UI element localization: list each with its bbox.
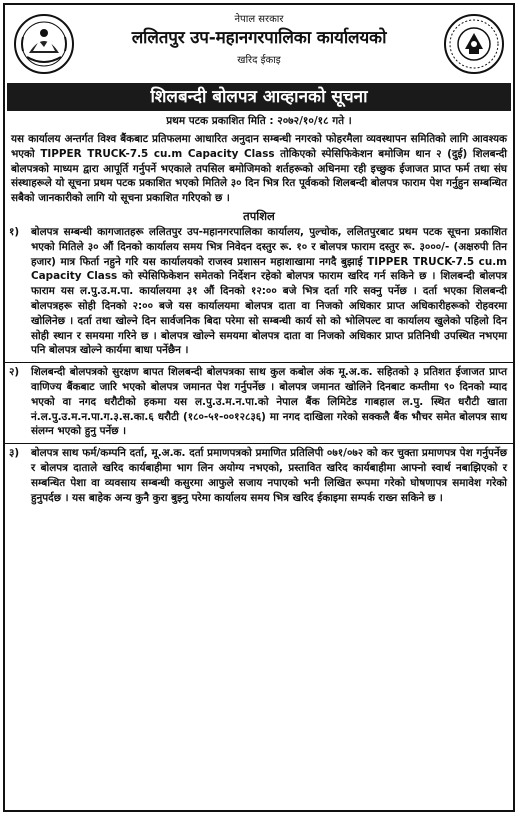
list-item-number: १) — [9, 225, 20, 238]
list-item — [9, 225, 507, 358]
government-name: नेपाल सरकार — [234, 14, 284, 25]
notice-header — [5, 5, 513, 83]
municipality-seal-logo — [443, 13, 505, 75]
notice-page — [3, 3, 515, 812]
list-item-text: शिलबन्दी बोलपत्रको सुरक्षण बापत शिलबन्दी बोलपत्रका साथ कुल कबोल अंक मू.अ.क. सहितको ३ प्रतिशत ईजाजत प्राप्त वाणिज्य बैंकबाट जारि भएको बोलपत्र जमानत पेश गर्नुपर्नेछ । बोलपत्र जमानत खोलिने दिनबाट कम्तीमा ९० दिनको म्याद भएको वा नगद धरौटीको हकमा यस ल.पु.उ.म.न.पा.को नेपाल बैंक लिमिटेड गाबहाल ल.पु. स्थित धरौटी खाता नं.ल.पु.उ.म.न.पा.ग.३.स.का.६ धरौटी (१८०-५१-००१२८३६) मा नगद दाखिला गरेको सक्कलै बैंक भौचर समेत बोलपत्र साथ संलग्न भएको हुनु पर्नेछ । — [31, 366, 507, 438]
intro-paragraph: यस कार्यालय अन्तर्गत विश्व बैंकबाट प्रतिफलमा आधारित अनुदान सम्बन्धी नगरको फोहरमैला व्यवस्थापन समितिको लागि आवश्यक भएको TIPPER TRUCK-7.5 cu.m Capacity Class तोकिएको स्पेसिफिकेशन बमोजिम थान २ (दुई) शिलबन्दी बोलपत्रको माध्यम द्वारा आपूर्ति गर्नुपर्ने भएकाले तपसिल बमोजिमको शर्तहरूको अधिनमा रही इच्छुक ईजाजत प्राप्त फर्म तथा संघ संस्थाहरूले यो सूचना प्रथम पटक प्रकाशित भएको मितिले ३० दिन भित्र रित पूर्वकको शिलबन्दी बोलपत्र फाराम पेश गर्नुहुन सम्बन्धित सबैको जानकारीको लागि यो सूचना प्रकाशित गरिएको छ । — [11, 133, 507, 205]
list-item-text: बोलपत्र साथ फर्म/कम्पनि दर्ता, मू.अ.क. दर्ता प्रमाणपत्रको प्रमाणित प्रतिलिपी ०७१/०७२ को कर चुक्ता प्रमाणपत्र पेश गर्नुपर्नेछ र बोलपत्र दाताले खरिद कार्यबाहीमा भाग लिन अयोग्य नभएको, प्रस्तावित खरिद कार्यबाहीमा आफ्नो स्वार्थ नबाझिएको र सम्बन्धित पेशा वा व्यवसाय सम्बन्धी कसुरमा आफुले सजाय नपाएको भनी लिखित रूपमा गरेको घोषणापत्र समावेश गरेको हुनुपर्दछ । यस बाहेक अन्य कुनै कुरा बुझ्नु परेमा कार्यालय समय भित्र खरिद ईकाइमा सम्पर्क राख्न सकिने छ । — [31, 447, 507, 504]
list-item — [9, 365, 507, 439]
list-item — [9, 446, 507, 505]
section-title: तपशिल — [243, 208, 275, 223]
notice-title-banner: शिलबन्दी बोलपत्र आव्हानको सूचना — [7, 83, 511, 111]
divider — [5, 443, 513, 444]
list-item-number: ३) — [9, 447, 20, 460]
divider — [5, 362, 513, 363]
list-item-number: २) — [9, 366, 20, 379]
office-name: ललितपुर उप-महानगरपालिका कार्यालयको — [131, 28, 387, 48]
list-item-text: बोलपत्र सम्बन्धी कागजातहरू ललितपुर उप-महानगरपालिका कार्यालय, पुल्चोक, ललितपुरबाट प्रथम पटक सूचना प्रकाशित भएको मितिले ३० औं दिनको कार्यालय समय भित्र निवेदन दस्तुर रू. १० र बोलपत्र फाराम दस्तुर रू. ३०००/- (अक्षरुपी तिन हजार) मात्र फिर्ता नहुने गरि यस कार्यालयको राजस्व प्रशासन महाशाखामा नगदै बुझाई TIPPER TRUCK-7.5 cu.m Capacity Class को स्पेसिफिकेशन समेतको निर्देशन रहेको बोलपत्र फाराम खरिद गर्न सकिने छ । शिलबन्दी बोलपत्र फाराम यस ल.पु.उ.म.पा. कार्यालयमा ३१ औं दिनको १२:०० बजे भित्र दर्ता गरि सक्नु पर्नेछ । दर्ता भएका शिलबन्दी बोलपत्रहरू सोही दिनको २:०० बजे यस कार्यालयमा बोलपत्र दाता वा निजको अधिकार प्राप्त अधिकारीहरूको रोहवरमा खोलिनेछ । दर्ता तथा खोल्ने दिन सार्वजनिक बिदा परेमा सो सम्बन्धी कार्य सो को भोलिपल्ट वा कार्यालय खुलेको पहिलो दिन सोही स्थान र समयमा गरिने छ । बोलपत्र खोल्ने समयमा बोलपत्र दाता वा निजको अधिकार प्राप्त प्रतिनिधी उपस्थित नभएमा पनि बोलपत्र खोल्ने कार्यमा बाधा पर्नेछैन । — [31, 225, 507, 357]
publication-date: प्रथम पटक प्रकाशित मिति : २०७२/१०/१८ गते । — [166, 115, 352, 127]
unit-name: खरिद ईकाइ — [237, 55, 281, 66]
